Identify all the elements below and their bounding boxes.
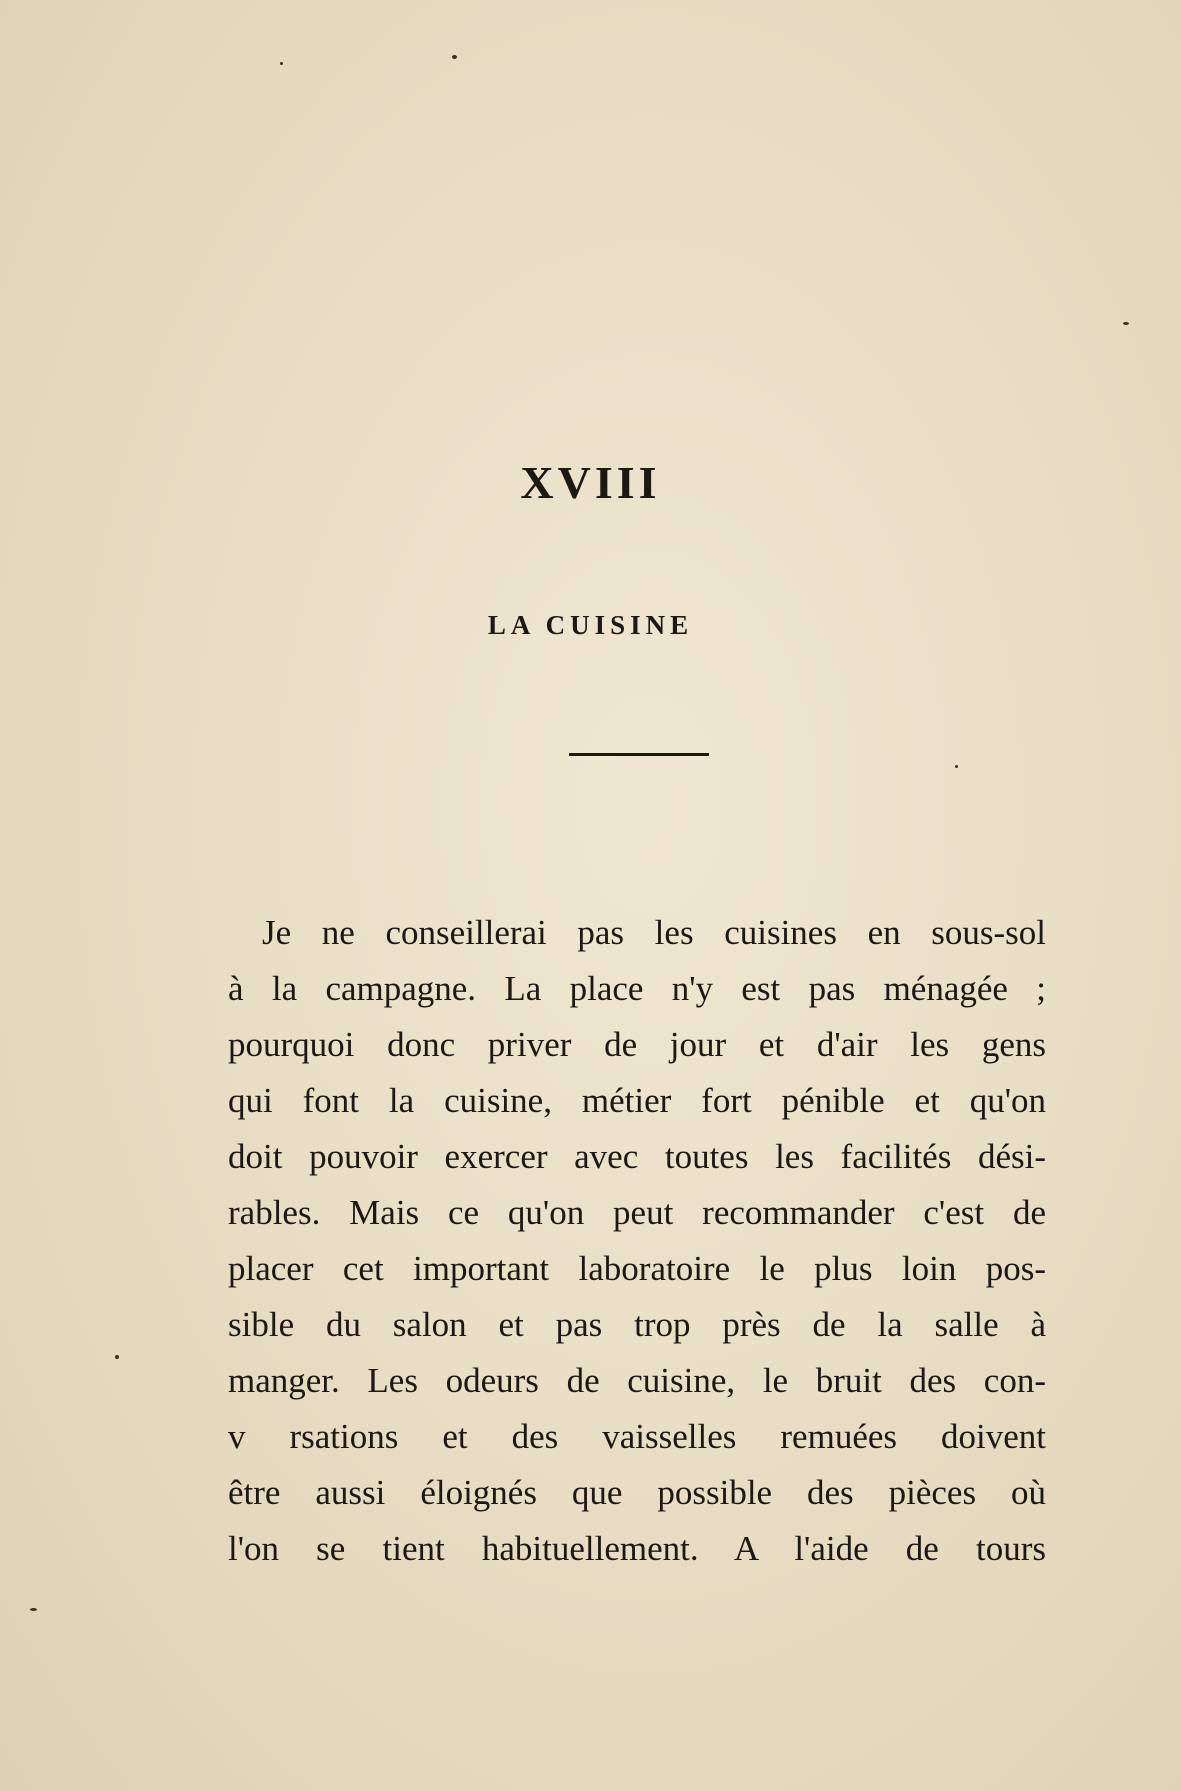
paragraph-line: être aussi éloignés que possible des pièces où: [228, 1473, 1046, 1512]
paper-speck: [30, 1608, 37, 1611]
title-divider: [569, 753, 709, 756]
paragraph-line: placer cet important laboratoire le plus loin pos-: [228, 1249, 1046, 1288]
paper-speck: [115, 1355, 119, 1359]
paper-speck: [955, 765, 958, 768]
paragraph-line: doit pouvoir exercer avec toutes les facilités dési-: [228, 1137, 1046, 1176]
paragraph-line: qui font la cuisine, métier fort pénible et qu'on: [228, 1081, 1046, 1120]
paper-speck: [452, 55, 457, 59]
paragraph-line: à la campagne. La place n'y est pas ménagée ;: [228, 969, 1046, 1008]
chapter-number: XVIII: [520, 457, 661, 508]
paragraph-line: Je ne conseillerai pas les cuisines en sous-sol: [262, 913, 1046, 952]
chapter-title: LA CUISINE: [487, 610, 694, 640]
paragraph-line: sible du salon et pas trop près de la salle à: [228, 1305, 1046, 1344]
paragraph-line: rables. Mais ce qu'on peut recommander c'est de: [228, 1193, 1046, 1232]
paper-speck: [280, 62, 283, 65]
paragraph-line: l'on se tient habituellement. A l'aide de tours: [228, 1529, 1046, 1568]
paper-speck: [1123, 322, 1129, 325]
paragraph: [228, 905, 1046, 1577]
paragraph-line: manger. Les odeurs de cuisine, le bruit des con-: [228, 1361, 1046, 1400]
paragraph-line: pourquoi donc priver de jour et d'air les gens: [228, 1025, 1046, 1064]
paragraph-line: v rsations et des vaisselles remuées doivent: [228, 1417, 1046, 1456]
